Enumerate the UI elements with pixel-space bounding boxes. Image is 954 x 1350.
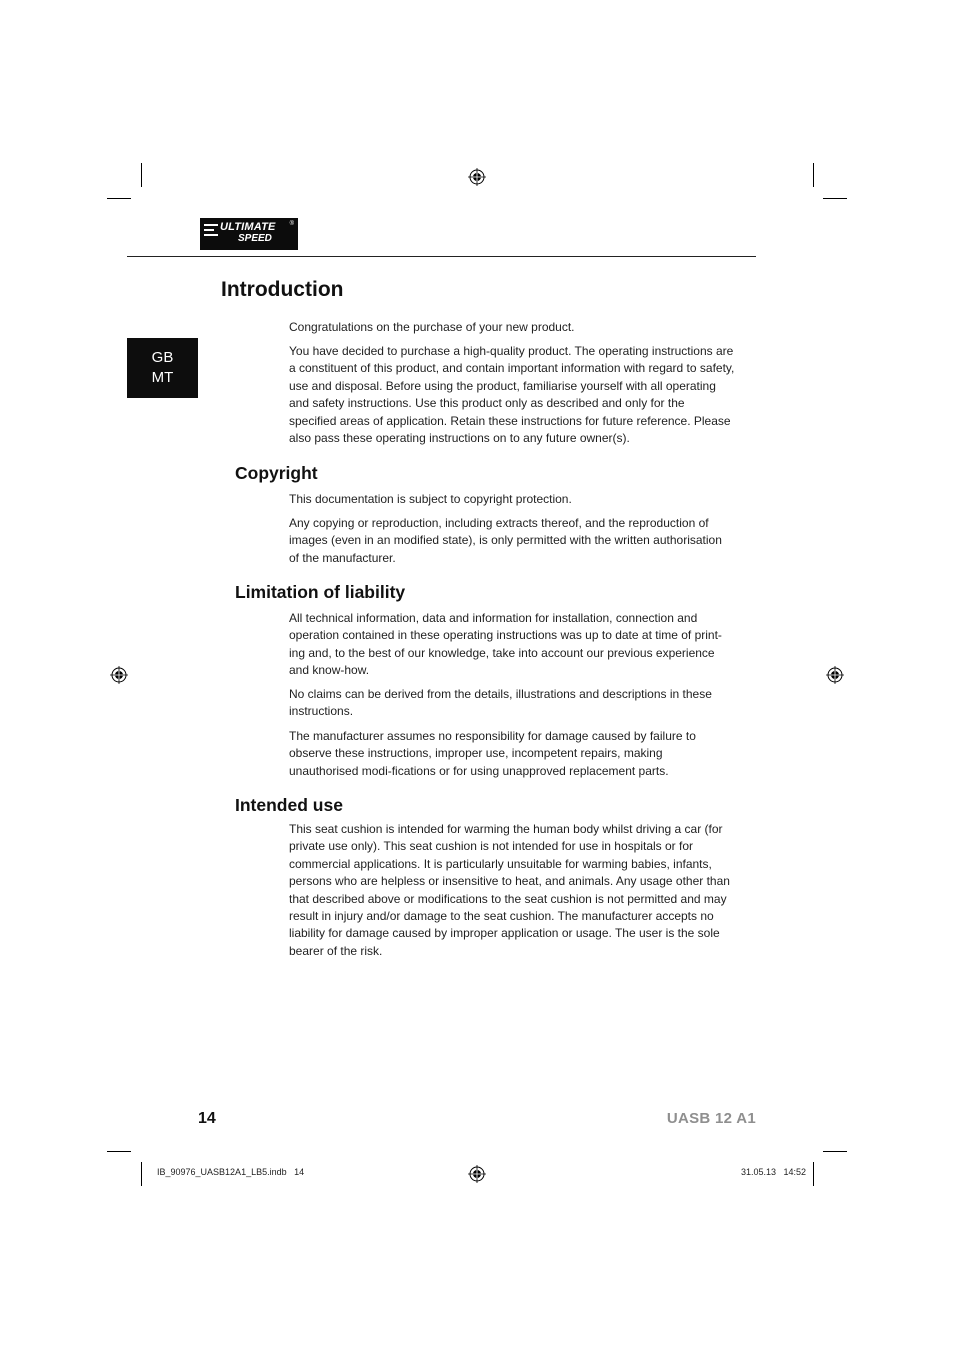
registration-mark-icon xyxy=(468,168,486,186)
liability-paragraph: All technical information, data and information for installation, connection and operation contained in these operating instructions was up to date at time of print-ing and, to the best of our knowledge, take into account our previous experience and know-how. xyxy=(289,611,722,678)
logo-text-ultimate: ULTIMATE xyxy=(220,221,276,233)
brand-logo xyxy=(200,218,298,250)
registration-mark-icon xyxy=(468,1165,486,1183)
header-rule xyxy=(127,256,756,257)
crop-mark xyxy=(107,198,131,199)
page-title: Introduction xyxy=(221,278,344,301)
page-number: 14 xyxy=(198,1110,216,1127)
intro-paragraph: Congratulations on the purchase of your new product. xyxy=(289,320,575,334)
crop-mark xyxy=(823,198,847,199)
logo-text-speed: SPEED xyxy=(238,233,272,244)
crop-mark xyxy=(813,163,814,187)
registration-mark-icon xyxy=(110,666,128,684)
liability-paragraph: The manufacturer assumes no responsibility for damage caused by failure to observe these instructions, improper use, incompetent repairs, making unauthorised modi-fications or for using unapproved replacement parts. xyxy=(289,729,696,778)
print-date-time: 31.05.13 14:52 xyxy=(740,1167,806,1177)
section-heading-intended-use: Intended use xyxy=(235,795,343,815)
copyright-paragraph: Any copying or reproduction, including extracts thereof, and the reproduction of images (even in an modified state), is only permitted with the written authorisation of the manufacturer. xyxy=(289,516,722,565)
intro-paragraph: You have decided to purchase a high-quality product. The operating instructions are a constituent of this product, and contain important information with regard to safety, use and disposal. Before using the product, familiarise yourself with all operating and safety instructions. Use this product only as described and only for the specified areas of application. Retain these instructions for future reference. Please also pass these operating instructions on to any future owner(s). xyxy=(289,344,735,446)
registration-mark-icon xyxy=(826,666,844,684)
crop-mark xyxy=(823,1151,847,1152)
copyright-paragraph: This documentation is subject to copyright protection. xyxy=(289,492,572,506)
model-number: UASB 12 A1 xyxy=(666,1110,756,1127)
section-heading-copyright: Copyright xyxy=(235,463,318,483)
crop-mark xyxy=(813,1162,814,1186)
crop-mark xyxy=(107,1151,131,1152)
language-code-gb: GB xyxy=(151,349,174,366)
language-code-mt: MT xyxy=(151,369,174,386)
crop-mark xyxy=(141,163,142,187)
print-file-name: IB_90976_UASB12A1_LB5.indb 14 xyxy=(157,1167,305,1177)
logo-registered-mark: ® xyxy=(289,221,294,227)
language-tab xyxy=(127,338,198,398)
crop-mark xyxy=(141,1162,142,1186)
liability-paragraph: No claims can be derived from the details, illustrations and descriptions in these instructions. xyxy=(289,687,712,719)
intended-use-paragraph: This seat cushion is intended for warming the human body whilst driving a car (for private use only). This seat cushion is not intended for use in hospitals or for commercial applications. It is particularly unsuitable for warming babies, infants, persons who are helpless or insensitive to heat, and animals. Any usage other than that described above or modifications to the seat cushion is not permitted and may result in injury and/or damage to the seat cushion. The manufacturer accepts no liability for damage caused by improper application or usage. The user is the sole bearer of the risk. xyxy=(289,822,730,958)
section-heading-liability: Limitation of liability xyxy=(235,582,406,602)
